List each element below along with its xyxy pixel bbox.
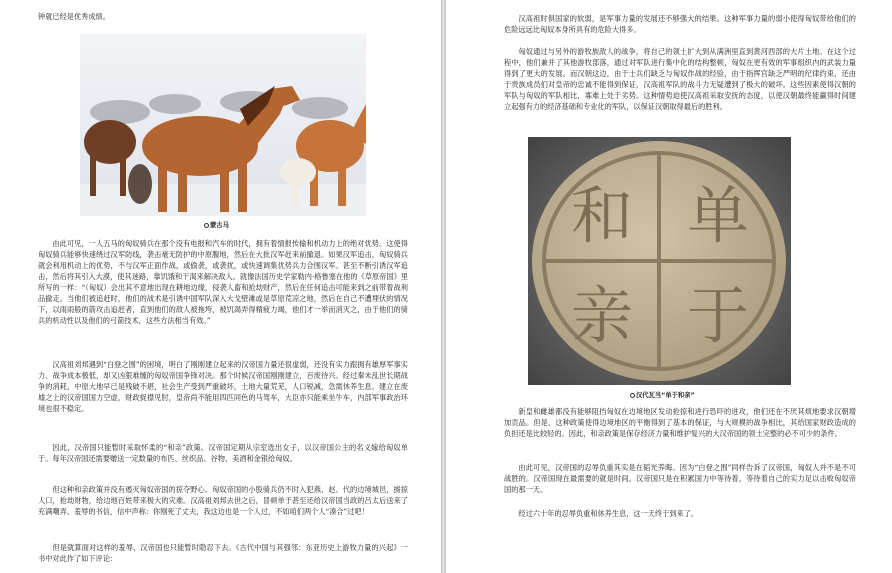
tile-caption-text: 汉代瓦当“单于和亲” (636, 392, 695, 399)
paragraph: 由此可见，一人五马的匈奴骑兵在那个没有电报和汽车的时代，拥有着情报传输和机动力上的绝对优势。这使得匈奴骑兵能够快速绕过汉军防线，袭击毫无防护的中原腹地，然后在大批汉军赶来前撤退。如果汉军追击，匈奴骑兵就会利用机动上的优势，不与汉军正面作战，或偷袭，或袭扰，或快速调集优势兵力合围汉军。甚至不断引诱汉军追击，然后将其引入大漠，使其迷路，靠饥饿和干渴来解决敌人。就像法国历史学家勒内·格鲁塞在他的《草原帝国》里所写的一样：“（匈奴）会出其不意地出现在耕地边缘，侵袭人畜和抢劫财产，然后在任何追击可能来到之前带着战利品撤走。当他们被追赶时，他们的战术是引诱中国军队深入大戈壁滩或是草原荒凉之地，然后在自己不遭埋伏的情况下，以雨雨般的箭攻击追赶者，直到他们的敌人被拖垮，被饥渴弄得精疲力竭，他们才一举而消灭之，由于他们的骑兵的机动性以及他们的弓箭技术，这些方法相当有效。” (38, 239, 408, 325)
left-page (0, 0, 441, 573)
seal-char-qin: 亲 (570, 279, 634, 352)
seal-char-yu: 于 (686, 279, 750, 352)
seal-char-shan: 单 (686, 179, 750, 252)
paragraph: 汉高祖刘邦遇到“白登之围”的困境，明白了刚刚建立起来的汉帝国力量还很虚弱，还没有实力跟拥有雄厚军事实力、战争成本极低，却又凶狠难缠的匈奴帝国争锋对决。那个时候汉帝国刚刚建立，百废待兴。经过秦末乱世长期战争的消耗，中原大地早已是残破不堪，社会生产受到严重破坏，土地大量荒芜，人口锐减，急需休养生息。建立在废墟之上的汉帝国国力空虚，财政捉襟见肘，皇帝尚不能用四匹同色的马驾车，大臣亦只能乘坐牛车，内部军事政治环境也很不稳定。 (38, 360, 408, 413)
horse-figure-caption (204, 220, 229, 229)
paragraph: 由此可见，汉帝国的忍辱负重其实是在韬光养晦。因为“白登之围”同样告诉了汉帝国，匈奴人并不是不可战胜的。汉帝国现在最需要的就是时间。汉帝国只是在积累国力中等待着，等待着自己的实力足以击败匈奴帝国的那一天。 (504, 463, 856, 494)
horse-caption-text: 蒙古马 (210, 222, 229, 229)
tile-end-graphic (528, 137, 791, 385)
top-line-text: 钟就已经是优秀成绩。 (38, 12, 110, 21)
paragraph: 但这种和亲政策并没有遏灭匈奴帝国的掠夺野心。匈奴帝国的小股骑兵仍不时入犯燕、赵、代的边境城邑，掳掠人口，抢劫财物，给边地百姓带来极大的灾难。汉高祖刘邦去世之后，冒顿单于甚至还给汉帝国当政的吕太后送来了充满嘲弄、羞辱的书信，信中声称：你刚死了丈夫，我这边也是一个人过，不如咱们两个人“凑合”过吧！ (38, 485, 408, 516)
quote-paragraph: 汉高祖时俱国家的软弱，是军事力量的发展还不够强大的结果。这种军事力量的弱小使得匈奴带给他们的危险远远比匈奴本身所具有的危险大得多。 (504, 14, 856, 34)
seal-char-he: 和 (570, 179, 634, 252)
horse-photo-graphic (80, 34, 366, 216)
horse-photo (80, 34, 366, 216)
quote-paragraph: 新皇和雌雄都没有能够阻挡匈奴在边境地区发动抢掠和进行恐吓的进攻，他们还在不厌其烦地要求汉朝增加贡品。但是，这种政策使得边境地区的平衡得到了基本的保证，与大规模的战争相比，其给国家财政造成的负担还是比较轻的。因此，和亲政策是保存经济力量和维护复兴的大汉帝国的领土完整的必不可少的条件。 (504, 407, 856, 438)
tile-end-photo (528, 137, 791, 385)
tile-figure-caption (630, 390, 695, 399)
paragraph: 因此，汉帝国只能暂时采取怀柔的“和亲”政策。汉帝国定期从宗室选出女子，以汉帝国公主的名义嫁给匈奴单于。每年汉帝国还需要赠送一定数量的布匹、丝织品、谷物、美酒和金银给匈奴。 (38, 443, 408, 463)
paragraph: 但是就算面对这样的羞辱，汉帝国也只能暂时隐忍下去。《古代中国与其强邻：东亚历史上游牧力量的兴起》一书中对此作了如下评论： (38, 543, 408, 563)
right-page (446, 0, 892, 573)
caption-bullet-icon (630, 393, 635, 398)
paragraph: 经过六十年的忍辱负重和休养生息，这一天终于到来了。 (518, 509, 699, 518)
quote-paragraph: 匈奴通过与另外的游牧族敌人的战争，将自己的领土扩大到从满洲里直到黄河西部的大片土地。在这个过程中，他们兼并了其他游牧部落，通过对军队进行集中化的结构整顿，匈奴在更有效的军事组织内的武装力量得到了更大的发展。而汉朝这边，由于士兵们缺乏与匈奴作战的经验，由于指挥官缺乏严明的纪律约束，还由于贵族成员们对皇帝的忠诚不能得到保证，汉高祖军队的战斗力无疑遭到了极大的破坏。这些因素使得汉朝的军队与匈奴的军队相比，寡难上处于劣势。这种情势迫使汉高祖采取安抚的态度，以使汉朝最终能赢得时间建立起强有力的经济基础和专业化的军队，以保证汉朝取得最后的胜利。 (504, 47, 856, 111)
caption-bullet-icon (204, 223, 209, 228)
